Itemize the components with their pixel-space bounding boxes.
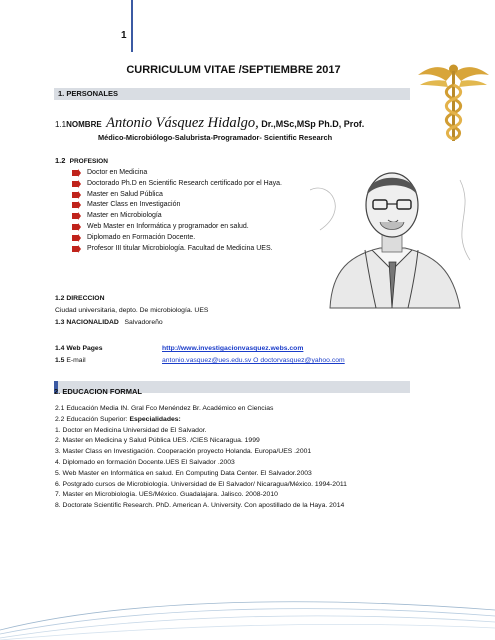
name-line: 1.1NOMBRE Antonio Vásquez Hidalgo, Dr.,MSc,MSp Ph.D, Prof. — [55, 115, 365, 131]
arrow-bullet-icon — [72, 245, 81, 253]
list-item: Diplomado en Formación Docente. — [72, 233, 312, 244]
list-item: 3. Master Class en Investigación. Cooperación proyecto Holanda. Europa/UES .2001 — [55, 448, 312, 456]
list-item: Doctor en Medicina — [72, 168, 312, 179]
list-item: Master en Salud Pública — [72, 190, 312, 201]
professional-subtitle: Médico-Microbiólogo-Salubrista-Programador- Scientific Research — [98, 133, 333, 142]
profesion-heading: 1.2 PROFESION — [55, 156, 108, 165]
header-rule — [131, 0, 133, 52]
arrow-bullet-icon — [72, 191, 81, 199]
direccion-text: Ciudad universitaria, depto. De microbiología. UES — [55, 307, 209, 314]
degrees: Dr.,MSc,MSp Ph.D, Prof. — [258, 119, 365, 129]
nacionalidad: 1.3 NACIONALIDAD Salvadoreño — [55, 319, 163, 326]
email-link[interactable]: antonio.vasquez@ues.edu.sv O doctorvasquez@yahoo.com — [162, 357, 345, 364]
arrow-bullet-icon — [72, 180, 81, 188]
list-item: Web Master en Informática y programador en salud. — [72, 222, 312, 233]
list-item: 2.1 Educación Media IN. Gral Fco Menéndez Br. Académico en Ciencias — [55, 405, 274, 412]
list-item: Master en Microbiología — [72, 211, 312, 222]
section-bar-educacion: 2. EDUCACION FORMAL — [54, 381, 410, 393]
arrow-bullet-icon — [72, 234, 81, 242]
direccion-heading: 1.2 DIRECCION — [55, 295, 105, 302]
web-pages-label: 1.4 Web Pages — [55, 345, 103, 352]
arrow-bullet-icon — [72, 169, 81, 177]
list-item: 2.2 Educación Superior: Especialidades: — [55, 415, 181, 423]
list-item: Doctorado Ph.D en Scientific Research certificado por el Haya. — [72, 179, 312, 190]
document-title: CURRICULUM VITAE /SEPTIEMBRE 2017 — [126, 64, 341, 76]
list-item: 5. Web Master en Informática en salud. En Computing Data Center. El Salvador.2003 — [55, 469, 312, 477]
list-item: 4. Diplomado en formación Docente.UES El Salvador .2003 — [55, 458, 235, 466]
footer-wave-decoration — [0, 590, 495, 640]
email-label: 1.5 E-mail — [55, 357, 86, 364]
arrow-bullet-icon — [72, 201, 81, 209]
education-list — [55, 404, 347, 512]
list-item: Master Class en Investigación — [72, 200, 312, 211]
list-item: Profesor III titular Microbiología. Facultad de Medicina UES. — [72, 244, 312, 255]
section-bar-personales: 1. PERSONALES — [54, 88, 410, 100]
web-link[interactable]: http://www.investigacionvasquez.webs.com — [162, 345, 304, 352]
page-number: 1 — [121, 30, 127, 41]
arrow-bullet-icon — [72, 212, 81, 220]
list-item: 1. Doctor en Medicina Universidad de El Salvador. — [55, 426, 207, 434]
portrait-photo — [310, 150, 475, 310]
list-item: 8. Doctorate Scientific Research. PhD. American A. University. Con apostillado de la Haya. 2014 — [55, 502, 345, 510]
full-name: Antonio Vásquez Hidalgo, — [106, 115, 259, 131]
profesion-list — [72, 168, 312, 254]
list-item: 2. Master en Medicina y Salud Pública UES. /CIES Nicaragua. 1999 — [55, 437, 260, 445]
list-item: 7. Master en Microbiología. UES/México. Guadalajara. Jalisco. 2008-2010 — [55, 491, 278, 499]
list-item: 6. Postgrado cursos de Microbiología. Universidad de El Salvador/ Nicaragua/México. 1994-2011 — [55, 480, 347, 488]
arrow-bullet-icon — [72, 223, 81, 231]
